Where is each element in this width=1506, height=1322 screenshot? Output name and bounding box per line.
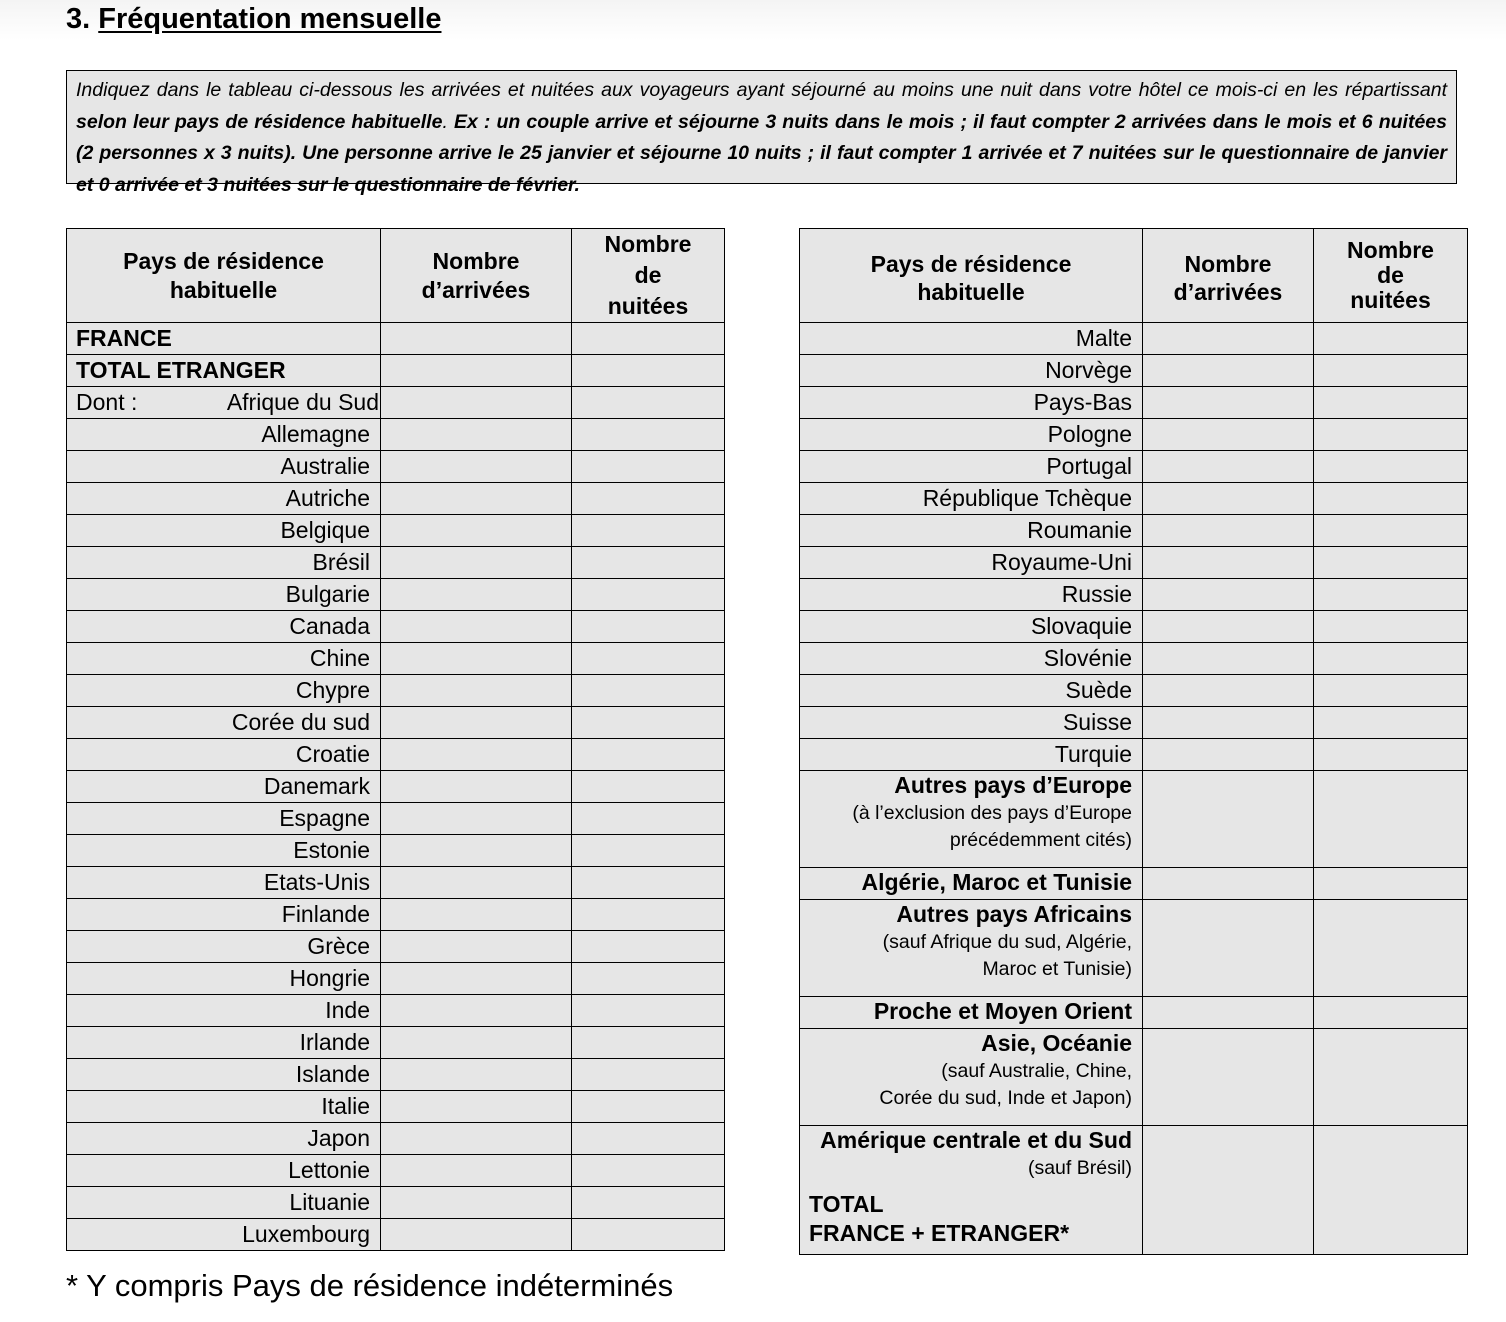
header-country-line2: habituelle <box>169 276 278 303</box>
arrivals-cell[interactable] <box>381 739 572 771</box>
nights-cell[interactable] <box>572 1187 725 1219</box>
row-label-suisse: Suisse <box>800 707 1143 739</box>
table-row <box>67 355 725 387</box>
arrivals-cell[interactable] <box>381 483 572 515</box>
row-label-afrique-du-sud <box>67 387 381 419</box>
table-row <box>800 1126 1468 1190</box>
nights-cell[interactable] <box>572 995 725 1027</box>
arrivals-cell[interactable] <box>1143 515 1314 547</box>
table-row <box>67 1155 725 1187</box>
group-note: (sauf Australie, Chine, <box>941 1060 1132 1082</box>
arrivals-cell[interactable] <box>381 387 572 419</box>
nights-cell[interactable] <box>1314 515 1468 547</box>
arrivals-cell[interactable] <box>381 643 572 675</box>
row-label-lituanie: Lituanie <box>67 1187 381 1219</box>
nights-cell[interactable] <box>572 1123 725 1155</box>
table-row <box>67 995 725 1027</box>
table-row <box>67 803 725 835</box>
row-label-total-etranger: TOTAL ETRANGER <box>67 355 381 387</box>
table-row <box>800 997 1468 1029</box>
table-row <box>800 515 1468 547</box>
group-title: Autres pays Africains <box>896 901 1132 927</box>
row-label-belgique: Belgique <box>67 515 381 547</box>
arrivals-cell[interactable] <box>1143 739 1314 771</box>
table-row <box>800 1029 1468 1126</box>
nights-cell[interactable] <box>1314 707 1468 739</box>
row-label-chypre: Chypre <box>67 675 381 707</box>
nights-cell[interactable] <box>1314 868 1468 900</box>
arrivals-cell[interactable] <box>381 355 572 387</box>
instructions-text-4: Ex : un couple arrive et séjourne 3 nuits dans le mois ; il faut compter 2 arrivées dans le mois et 6 nuitées (2 personnes x 3 nuits). Une personne arrive le 25 janvier et séjourne 10 nuits ; il faut compter 1 arrivée et 7 nuitées sur le questionnaire de janvier et 0 arrivée et 3 nuitées sur le questionnaire de février. <box>76 110 1447 196</box>
right-table <box>799 228 1468 1255</box>
left-header-arrivals <box>381 229 572 323</box>
row-label-proche-et-moyen-orient <box>800 997 1143 1029</box>
table-row <box>800 707 1468 739</box>
row-label-bresil: Brésil <box>67 547 381 579</box>
table-row <box>67 515 725 547</box>
arrivals-cell[interactable] <box>1143 419 1314 451</box>
row-label-islande: Islande <box>67 1059 381 1091</box>
arrivals-cell[interactable] <box>381 963 572 995</box>
row-label-total-france-etranger <box>800 1190 1143 1255</box>
arrivals-cell[interactable] <box>381 1027 572 1059</box>
table-row <box>800 483 1468 515</box>
nights-cell[interactable] <box>1314 1190 1468 1255</box>
header-nights-line1: Nombre <box>604 231 692 257</box>
table-row <box>67 419 725 451</box>
arrivals-cell[interactable] <box>1143 1126 1314 1190</box>
row-label-algerie-maroc-et-tunisie <box>800 868 1143 900</box>
table-row <box>67 867 725 899</box>
table-row <box>67 643 725 675</box>
nights-cell[interactable] <box>1314 1126 1468 1190</box>
nights-cell[interactable] <box>572 803 725 835</box>
row-label-bulgarie: Bulgarie <box>67 579 381 611</box>
row-label-lettonie: Lettonie <box>67 1155 381 1187</box>
table-row <box>67 547 725 579</box>
table-row <box>800 451 1468 483</box>
right-header-row <box>800 229 1468 323</box>
row-label-autres-pays-africains <box>800 900 1143 997</box>
arrivals-cell[interactable] <box>381 1155 572 1187</box>
header-arrivals-line1: Nombre <box>432 247 520 274</box>
nights-cell[interactable] <box>572 515 725 547</box>
table-row <box>67 451 725 483</box>
arrivals-cell[interactable] <box>1143 675 1314 707</box>
nights-cell[interactable] <box>1314 579 1468 611</box>
arrivals-cell[interactable] <box>1143 355 1314 387</box>
arrivals-cell[interactable] <box>381 1091 572 1123</box>
table-row <box>800 355 1468 387</box>
country-name: Afrique du Sud <box>226 389 379 415</box>
dont-label: Dont : <box>76 389 138 415</box>
table-row <box>67 1219 725 1251</box>
row-label-roumanie: Roumanie <box>800 515 1143 547</box>
row-label-danemark: Danemark <box>67 771 381 803</box>
nights-cell[interactable] <box>1314 997 1468 1029</box>
nights-cell[interactable] <box>1314 387 1468 419</box>
nights-cell[interactable] <box>1314 739 1468 771</box>
nights-cell[interactable] <box>572 611 725 643</box>
arrivals-cell[interactable] <box>381 771 572 803</box>
table-row <box>67 1123 725 1155</box>
row-label-croatie: Croatie <box>67 739 381 771</box>
table-row <box>800 868 1468 900</box>
table-row <box>800 643 1468 675</box>
header-arrivals-line2: d’arrivées <box>1173 278 1283 305</box>
nights-cell[interactable] <box>572 867 725 899</box>
table-row <box>67 835 725 867</box>
row-label-italie: Italie <box>67 1091 381 1123</box>
row-label-france: FRANCE <box>67 323 381 355</box>
group-title: Autres pays d’Europe <box>894 772 1132 798</box>
instructions-text-2: selon leur pays de résidence habituelle <box>76 110 443 133</box>
right-header-country <box>800 229 1143 323</box>
arrivals-cell[interactable] <box>1143 547 1314 579</box>
arrivals-cell[interactable] <box>1143 483 1314 515</box>
arrivals-cell[interactable] <box>381 835 572 867</box>
table-row <box>67 387 725 419</box>
group-note: (sauf Brésil) <box>1027 1157 1132 1179</box>
group-note: Corée du sud, Inde et Japon) <box>879 1087 1132 1109</box>
row-label-hongrie: Hongrie <box>67 963 381 995</box>
table-row <box>800 1190 1468 1255</box>
nights-cell[interactable] <box>572 1027 725 1059</box>
table-row <box>67 771 725 803</box>
footnote: * Y compris Pays de résidence indéterminés <box>66 1268 674 1303</box>
nights-cell[interactable] <box>1314 355 1468 387</box>
header-nights-line3: nuitées <box>1350 287 1431 313</box>
nights-cell[interactable] <box>572 771 725 803</box>
table-row <box>800 739 1468 771</box>
arrivals-cell[interactable] <box>381 1219 572 1251</box>
arrivals-cell[interactable] <box>381 579 572 611</box>
arrivals-cell[interactable] <box>381 547 572 579</box>
row-label-canada: Canada <box>67 611 381 643</box>
nights-cell[interactable] <box>572 739 725 771</box>
arrivals-cell[interactable] <box>381 323 572 355</box>
table-row <box>67 1059 725 1091</box>
table-row <box>800 611 1468 643</box>
left-header-country <box>67 229 381 323</box>
arrivals-cell[interactable] <box>1143 451 1314 483</box>
nights-cell[interactable] <box>1314 675 1468 707</box>
header-nights-line2: de <box>634 262 662 288</box>
right-header-arrivals <box>1143 229 1314 323</box>
row-label-suede: Suède <box>800 675 1143 707</box>
instructions-text-1: Indiquez dans le tableau ci-dessous les arrivées et nuitées aux voyageurs ayant séjourné au moins une nuit dans votre hôtel ce mois-ci en les répartissant <box>76 79 1447 101</box>
group-title: Asie, Océanie <box>981 1030 1132 1056</box>
table-row <box>800 771 1468 868</box>
group-title: Proche et Moyen Orient <box>873 998 1132 1024</box>
nights-cell[interactable] <box>572 451 725 483</box>
row-label-republique-tcheque: République Tchèque <box>800 483 1143 515</box>
table-row <box>800 675 1468 707</box>
nights-cell[interactable] <box>1314 643 1468 675</box>
nights-cell[interactable] <box>1314 419 1468 451</box>
nights-cell[interactable] <box>1314 483 1468 515</box>
nights-cell[interactable] <box>1314 1029 1468 1126</box>
nights-cell[interactable] <box>572 835 725 867</box>
nights-cell[interactable] <box>572 675 725 707</box>
row-label-autriche: Autriche <box>67 483 381 515</box>
table-row <box>67 675 725 707</box>
section-number: 3. <box>66 3 91 35</box>
row-label-etats-unis: Etats-Unis <box>67 867 381 899</box>
table-row <box>800 387 1468 419</box>
header-arrivals-line1: Nombre <box>1184 250 1272 277</box>
arrivals-cell[interactable] <box>381 1187 572 1219</box>
arrivals-cell[interactable] <box>1143 643 1314 675</box>
nights-cell[interactable] <box>572 1219 725 1251</box>
table-row <box>800 419 1468 451</box>
table-row <box>67 707 725 739</box>
row-label-australie: Australie <box>67 451 381 483</box>
group-title: Algérie, Maroc et Tunisie <box>861 869 1132 895</box>
row-label-portugal: Portugal <box>800 451 1143 483</box>
nights-cell[interactable] <box>572 547 725 579</box>
row-label-luxembourg: Luxembourg <box>67 1219 381 1251</box>
arrivals-cell[interactable] <box>1143 997 1314 1029</box>
table-row <box>67 323 725 355</box>
group-title: Amérique centrale et du Sud <box>820 1127 1132 1153</box>
table-row <box>67 739 725 771</box>
instructions-text-3: . <box>442 110 454 133</box>
nights-cell[interactable] <box>572 707 725 739</box>
right-header-nights <box>1314 229 1468 323</box>
nights-cell[interactable] <box>1314 323 1468 355</box>
arrivals-cell[interactable] <box>381 515 572 547</box>
arrivals-cell[interactable] <box>381 1123 572 1155</box>
arrivals-cell[interactable] <box>381 419 572 451</box>
arrivals-cell[interactable] <box>381 867 572 899</box>
row-label-amerique-centrale-et-du-sud <box>800 1126 1143 1190</box>
row-label-chine: Chine <box>67 643 381 675</box>
header-nights-line1: Nombre <box>1347 237 1434 263</box>
arrivals-cell[interactable] <box>1143 579 1314 611</box>
arrivals-cell[interactable] <box>1143 771 1314 868</box>
left-header-nights <box>572 229 725 323</box>
nights-cell[interactable] <box>572 387 725 419</box>
instructions-box <box>66 70 1457 196</box>
table-row <box>800 579 1468 611</box>
table-row <box>67 483 725 515</box>
arrivals-cell[interactable] <box>381 1059 572 1091</box>
nights-cell[interactable] <box>572 579 725 611</box>
nights-cell[interactable] <box>572 419 725 451</box>
arrivals-cell[interactable] <box>1143 1029 1314 1126</box>
row-label-estonie: Estonie <box>67 835 381 867</box>
table-row <box>67 1027 725 1059</box>
left-header-row <box>67 229 725 323</box>
row-label-grece: Grèce <box>67 931 381 963</box>
arrivals-cell[interactable] <box>381 707 572 739</box>
row-label-royaume-uni: Royaume-Uni <box>800 547 1143 579</box>
table-row <box>67 899 725 931</box>
group-note: Maroc et Tunisie) <box>982 958 1132 980</box>
arrivals-cell[interactable] <box>1143 323 1314 355</box>
nights-cell[interactable] <box>572 963 725 995</box>
total-line-2: FRANCE + ETRANGER* <box>809 1220 1070 1246</box>
arrivals-cell[interactable] <box>381 451 572 483</box>
row-label-espagne: Espagne <box>67 803 381 835</box>
header-country-line1: Pays de résidence <box>870 250 1072 277</box>
row-label-pays-bas: Pays-Bas <box>800 387 1143 419</box>
nights-cell[interactable] <box>572 1091 725 1123</box>
table-row <box>800 547 1468 579</box>
group-note: (à l’exclusion des pays d’Europe <box>852 802 1132 824</box>
row-label-turquie: Turquie <box>800 739 1143 771</box>
row-label-autres-pays-d-europe <box>800 771 1143 868</box>
header-nights-line2: de <box>1377 262 1404 288</box>
table-row <box>67 579 725 611</box>
arrivals-cell[interactable] <box>1143 387 1314 419</box>
row-label-slovenie: Slovénie <box>800 643 1143 675</box>
nights-cell[interactable] <box>572 1155 725 1187</box>
arrivals-cell[interactable] <box>381 899 572 931</box>
arrivals-cell[interactable] <box>381 803 572 835</box>
table-row <box>67 611 725 643</box>
section-title-text: Fréquentation mensuelle <box>98 3 442 35</box>
table-row <box>800 900 1468 997</box>
left-table <box>66 228 725 1251</box>
arrivals-cell[interactable] <box>1143 900 1314 997</box>
header-nights-line3: nuitées <box>607 293 689 319</box>
header-country-line1: Pays de résidence <box>123 247 324 274</box>
row-label-slovaquie: Slovaquie <box>800 611 1143 643</box>
nights-cell[interactable] <box>572 355 725 387</box>
arrivals-cell[interactable] <box>381 995 572 1027</box>
row-label-allemagne: Allemagne <box>67 419 381 451</box>
row-label-asie-oceanie <box>800 1029 1143 1126</box>
total-line-1: TOTAL <box>809 1191 884 1217</box>
table-row <box>67 1091 725 1123</box>
group-note: précédemment cités) <box>949 829 1132 851</box>
arrivals-cell[interactable] <box>1143 1190 1314 1255</box>
row-label-coree-du-sud: Corée du sud <box>67 707 381 739</box>
section-title <box>66 0 441 38</box>
row-label-pologne: Pologne <box>800 419 1143 451</box>
arrivals-cell[interactable] <box>1143 707 1314 739</box>
nights-cell[interactable] <box>572 483 725 515</box>
row-label-inde: Inde <box>67 995 381 1027</box>
nights-cell[interactable] <box>572 899 725 931</box>
arrivals-cell[interactable] <box>1143 868 1314 900</box>
table-row <box>67 1187 725 1219</box>
row-label-norvege: Norvège <box>800 355 1143 387</box>
nights-cell[interactable] <box>1314 771 1468 868</box>
nights-cell[interactable] <box>572 323 725 355</box>
table-row <box>67 963 725 995</box>
header-arrivals-line2: d’arrivées <box>421 276 531 303</box>
nights-cell[interactable] <box>572 931 725 963</box>
arrivals-cell[interactable] <box>381 611 572 643</box>
arrivals-cell[interactable] <box>381 931 572 963</box>
nights-cell[interactable] <box>1314 547 1468 579</box>
group-note: (sauf Afrique du sud, Algérie, <box>882 931 1132 953</box>
nights-cell[interactable] <box>572 1059 725 1091</box>
arrivals-cell[interactable] <box>1143 611 1314 643</box>
table-row <box>800 323 1468 355</box>
arrivals-cell[interactable] <box>381 675 572 707</box>
row-label-finlande: Finlande <box>67 899 381 931</box>
row-label-malte: Malte <box>800 323 1143 355</box>
table-row <box>67 931 725 963</box>
header-country-line2: habituelle <box>917 278 1025 305</box>
nights-cell[interactable] <box>1314 611 1468 643</box>
row-label-japon: Japon <box>67 1123 381 1155</box>
row-label-irlande: Irlande <box>67 1027 381 1059</box>
nights-cell[interactable] <box>572 643 725 675</box>
row-label-russie: Russie <box>800 579 1143 611</box>
nights-cell[interactable] <box>1314 451 1468 483</box>
nights-cell[interactable] <box>1314 900 1468 997</box>
